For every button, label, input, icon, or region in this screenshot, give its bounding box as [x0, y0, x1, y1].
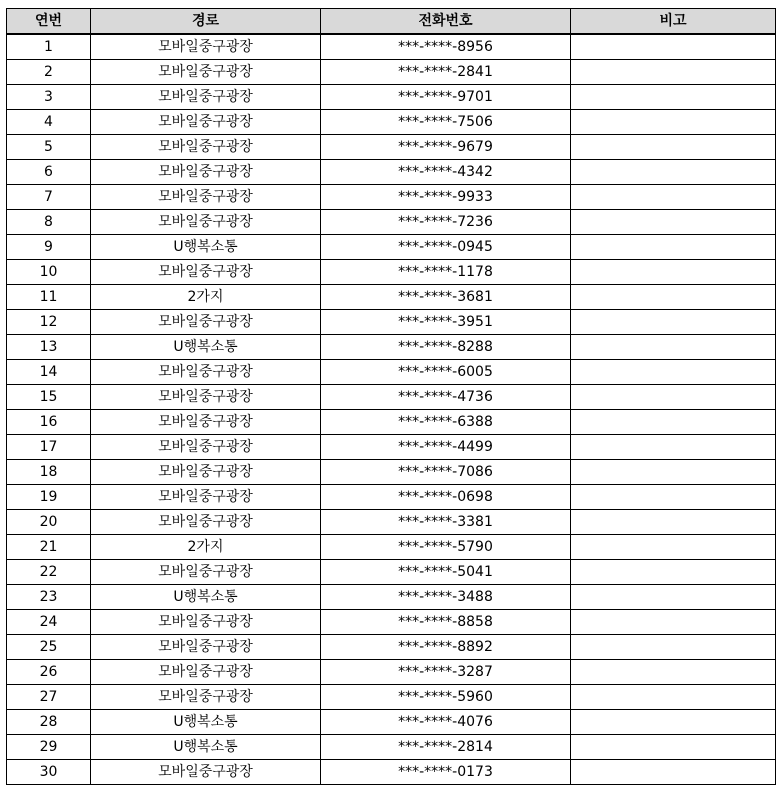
cell-serial-number: 10: [7, 260, 91, 285]
cell-phone-number: ***-****-6388: [321, 410, 571, 435]
table-row: [7, 535, 776, 560]
cell-serial-number: 27: [7, 685, 91, 710]
table-row: [7, 660, 776, 685]
table-row: [7, 160, 776, 185]
cell-route: 모바일중구광장: [91, 160, 321, 185]
table-row: [7, 485, 776, 510]
cell-phone-number: ***-****-5041: [321, 560, 571, 585]
cell-remarks: [571, 635, 776, 660]
cell-serial-number: 20: [7, 510, 91, 535]
header-serial-number: 연번: [7, 9, 91, 35]
cell-remarks: [571, 85, 776, 110]
cell-remarks: [571, 585, 776, 610]
cell-remarks: [571, 360, 776, 385]
cell-remarks: [571, 210, 776, 235]
table-row: [7, 285, 776, 310]
table-row: [7, 360, 776, 385]
cell-phone-number: ***-****-4342: [321, 160, 571, 185]
cell-phone-number: ***-****-8892: [321, 635, 571, 660]
cell-route: 모바일중구광장: [91, 685, 321, 710]
table-row: [7, 410, 776, 435]
cell-remarks: [571, 510, 776, 535]
table-row: [7, 610, 776, 635]
table-row: [7, 760, 776, 785]
cell-route: 모바일중구광장: [91, 660, 321, 685]
cell-route: 모바일중구광장: [91, 185, 321, 210]
cell-route: U행복소통: [91, 585, 321, 610]
cell-remarks: [571, 235, 776, 260]
cell-serial-number: 29: [7, 735, 91, 760]
cell-serial-number: 6: [7, 160, 91, 185]
cell-serial-number: 17: [7, 435, 91, 460]
table-row: [7, 135, 776, 160]
cell-phone-number: ***-****-4076: [321, 710, 571, 735]
table-row: [7, 435, 776, 460]
cell-serial-number: 14: [7, 360, 91, 385]
table-row: [7, 34, 776, 60]
table-row: [7, 260, 776, 285]
cell-remarks: [571, 335, 776, 360]
header-row: [7, 9, 776, 35]
table-row: [7, 335, 776, 360]
cell-serial-number: 1: [7, 34, 91, 60]
cell-serial-number: 11: [7, 285, 91, 310]
cell-serial-number: 23: [7, 585, 91, 610]
cell-route: U행복소통: [91, 735, 321, 760]
cell-route: 2가지: [91, 285, 321, 310]
cell-route: 모바일중구광장: [91, 85, 321, 110]
cell-remarks: [571, 485, 776, 510]
cell-serial-number: 3: [7, 85, 91, 110]
cell-remarks: [571, 710, 776, 735]
cell-serial-number: 15: [7, 385, 91, 410]
cell-serial-number: 16: [7, 410, 91, 435]
header-phone-number: 전화번호: [321, 9, 571, 35]
cell-phone-number: ***-****-9679: [321, 135, 571, 160]
cell-serial-number: 24: [7, 610, 91, 635]
cell-remarks: [571, 535, 776, 560]
cell-route: 모바일중구광장: [91, 260, 321, 285]
cell-phone-number: ***-****-5960: [321, 685, 571, 710]
cell-phone-number: ***-****-7506: [321, 110, 571, 135]
cell-serial-number: 2: [7, 60, 91, 85]
cell-serial-number: 5: [7, 135, 91, 160]
table-row: [7, 560, 776, 585]
cell-phone-number: ***-****-3951: [321, 310, 571, 335]
cell-remarks: [571, 34, 776, 60]
cell-remarks: [571, 135, 776, 160]
cell-route: 모바일중구광장: [91, 34, 321, 60]
table-row: [7, 685, 776, 710]
cell-route: 모바일중구광장: [91, 410, 321, 435]
table-row: [7, 110, 776, 135]
cell-remarks: [571, 160, 776, 185]
cell-route: 모바일중구광장: [91, 60, 321, 85]
cell-route: 모바일중구광장: [91, 560, 321, 585]
cell-route: 모바일중구광장: [91, 760, 321, 785]
cell-remarks: [571, 435, 776, 460]
header-route: 경로: [91, 9, 321, 35]
cell-serial-number: 25: [7, 635, 91, 660]
cell-remarks: [571, 310, 776, 335]
cell-route: 모바일중구광장: [91, 385, 321, 410]
table-row: [7, 60, 776, 85]
table-row: [7, 310, 776, 335]
cell-phone-number: ***-****-1178: [321, 260, 571, 285]
cell-remarks: [571, 185, 776, 210]
cell-route: 모바일중구광장: [91, 510, 321, 535]
table-row: [7, 185, 776, 210]
table-row: [7, 460, 776, 485]
cell-phone-number: ***-****-7086: [321, 460, 571, 485]
cell-phone-number: ***-****-8288: [321, 335, 571, 360]
cell-route: 모바일중구광장: [91, 210, 321, 235]
table-row: [7, 635, 776, 660]
cell-serial-number: 12: [7, 310, 91, 335]
table-row: [7, 585, 776, 610]
cell-remarks: [571, 460, 776, 485]
table-row: [7, 210, 776, 235]
cell-route: 모바일중구광장: [91, 110, 321, 135]
table-row: [7, 735, 776, 760]
cell-remarks: [571, 560, 776, 585]
cell-remarks: [571, 610, 776, 635]
cell-phone-number: ***-****-3488: [321, 585, 571, 610]
cell-serial-number: 22: [7, 560, 91, 585]
table-row: [7, 385, 776, 410]
cell-phone-number: ***-****-4736: [321, 385, 571, 410]
cell-remarks: [571, 735, 776, 760]
cell-phone-number: ***-****-0173: [321, 760, 571, 785]
table-body: [7, 34, 776, 785]
cell-route: 모바일중구광장: [91, 460, 321, 485]
cell-remarks: [571, 760, 776, 785]
cell-serial-number: 9: [7, 235, 91, 260]
cell-phone-number: ***-****-5790: [321, 535, 571, 560]
cell-phone-number: ***-****-9701: [321, 85, 571, 110]
cell-serial-number: 4: [7, 110, 91, 135]
cell-phone-number: ***-****-3681: [321, 285, 571, 310]
cell-route: U행복소통: [91, 710, 321, 735]
cell-remarks: [571, 660, 776, 685]
header-remarks: 비고: [571, 9, 776, 35]
cell-phone-number: ***-****-3287: [321, 660, 571, 685]
cell-phone-number: ***-****-4499: [321, 435, 571, 460]
table-row: [7, 510, 776, 535]
cell-remarks: [571, 285, 776, 310]
cell-serial-number: 18: [7, 460, 91, 485]
table-row: [7, 235, 776, 260]
cell-phone-number: ***-****-9933: [321, 185, 571, 210]
cell-phone-number: ***-****-0945: [321, 235, 571, 260]
cell-phone-number: ***-****-8956: [321, 34, 571, 60]
cell-remarks: [571, 60, 776, 85]
data-table: [6, 8, 776, 785]
cell-serial-number: 30: [7, 760, 91, 785]
cell-phone-number: ***-****-3381: [321, 510, 571, 535]
cell-remarks: [571, 410, 776, 435]
cell-phone-number: ***-****-2841: [321, 60, 571, 85]
table-row: [7, 85, 776, 110]
cell-remarks: [571, 110, 776, 135]
table-row: [7, 710, 776, 735]
cell-phone-number: ***-****-6005: [321, 360, 571, 385]
cell-route: 모바일중구광장: [91, 360, 321, 385]
cell-phone-number: ***-****-7236: [321, 210, 571, 235]
cell-remarks: [571, 685, 776, 710]
cell-serial-number: 21: [7, 535, 91, 560]
cell-route: 모바일중구광장: [91, 435, 321, 460]
cell-serial-number: 7: [7, 185, 91, 210]
cell-serial-number: 13: [7, 335, 91, 360]
cell-route: 모바일중구광장: [91, 610, 321, 635]
cell-phone-number: ***-****-2814: [321, 735, 571, 760]
cell-route: U행복소통: [91, 235, 321, 260]
cell-phone-number: ***-****-0698: [321, 485, 571, 510]
cell-serial-number: 19: [7, 485, 91, 510]
cell-serial-number: 8: [7, 210, 91, 235]
cell-serial-number: 26: [7, 660, 91, 685]
cell-phone-number: ***-****-8858: [321, 610, 571, 635]
cell-route: 모바일중구광장: [91, 135, 321, 160]
cell-route: U행복소통: [91, 335, 321, 360]
cell-remarks: [571, 385, 776, 410]
cell-route: 모바일중구광장: [91, 485, 321, 510]
cell-serial-number: 28: [7, 710, 91, 735]
cell-route: 모바일중구광장: [91, 310, 321, 335]
cell-route: 2가지: [91, 535, 321, 560]
cell-remarks: [571, 260, 776, 285]
cell-route: 모바일중구광장: [91, 635, 321, 660]
